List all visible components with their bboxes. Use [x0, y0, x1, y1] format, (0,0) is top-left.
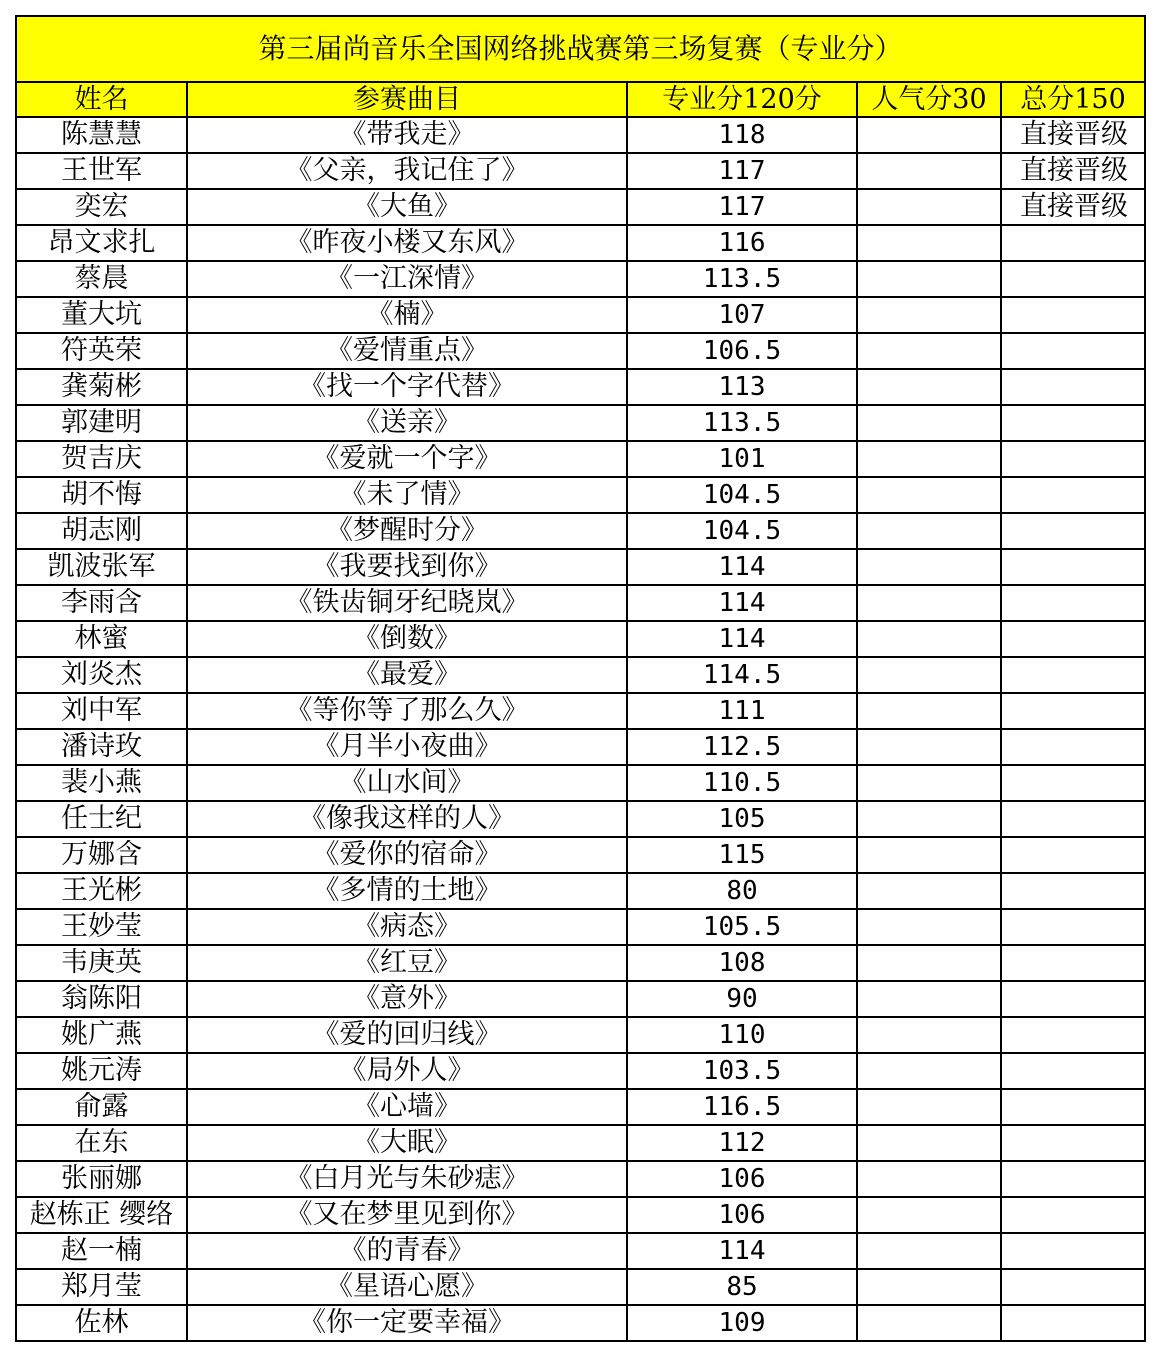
cell-total-score[interactable]	[1001, 405, 1145, 441]
cell-total-score[interactable]	[1001, 729, 1145, 765]
cell-name[interactable]: 刘中军	[16, 693, 187, 729]
cell-song[interactable]: 《爱的回归线》	[187, 1017, 627, 1053]
cell-popularity-score[interactable]	[857, 369, 1001, 405]
cell-song[interactable]: 《心墙》	[187, 1089, 627, 1125]
cell-name[interactable]: 符英荣	[16, 333, 187, 369]
cell-pro-score[interactable]: 111	[627, 693, 857, 729]
cell-name[interactable]: 王妙莹	[16, 909, 187, 945]
cell-name[interactable]: 贺吉庆	[16, 441, 187, 477]
cell-popularity-score[interactable]	[857, 765, 1001, 801]
table-row	[16, 1089, 1145, 1125]
header-song[interactable]: 参赛曲目	[187, 82, 627, 117]
cell-popularity-score[interactable]	[857, 693, 1001, 729]
cell-pro-score[interactable]: 117	[627, 189, 857, 225]
cell-pro-score[interactable]: 106.5	[627, 333, 857, 369]
cell-song[interactable]: 《月半小夜曲》	[187, 729, 627, 765]
cell-popularity-score[interactable]	[857, 837, 1001, 873]
cell-total-score[interactable]	[1001, 1233, 1145, 1269]
cell-total-score[interactable]	[1001, 477, 1145, 513]
cell-name[interactable]: 赵一楠	[16, 1233, 187, 1269]
cell-song[interactable]: 《送亲》	[187, 405, 627, 441]
cell-name[interactable]: 翁陈阳	[16, 981, 187, 1017]
table-row	[16, 549, 1145, 585]
cell-song[interactable]: 《未了情》	[187, 477, 627, 513]
table-row	[16, 513, 1145, 549]
cell-popularity-score[interactable]	[857, 981, 1001, 1017]
cell-popularity-score[interactable]	[857, 225, 1001, 261]
cell-popularity-score[interactable]	[857, 909, 1001, 945]
cell-song[interactable]: 《楠》	[187, 297, 627, 333]
cell-song[interactable]: 《倒数》	[187, 621, 627, 657]
header-total-score[interactable]: 总分150	[1001, 82, 1145, 117]
cell-name[interactable]: 凯波张军	[16, 549, 187, 585]
table-row	[16, 1017, 1145, 1053]
cell-pro-score[interactable]: 114	[627, 621, 857, 657]
cell-name[interactable]: 胡不悔	[16, 477, 187, 513]
table-row	[16, 801, 1145, 837]
cell-total-score[interactable]: 直接晋级	[1001, 153, 1145, 189]
table-row	[16, 225, 1145, 261]
cell-song[interactable]: 《大鱼》	[187, 189, 627, 225]
cell-popularity-score[interactable]	[857, 441, 1001, 477]
cell-pro-score[interactable]: 85	[627, 1269, 857, 1305]
cell-name[interactable]: 韦庚英	[16, 945, 187, 981]
header-name[interactable]: 姓名	[16, 82, 187, 117]
cell-name[interactable]: 潘诗玫	[16, 729, 187, 765]
cell-song[interactable]: 《你一定要幸福》	[187, 1305, 627, 1341]
cell-pro-score[interactable]: 107	[627, 297, 857, 333]
cell-total-score[interactable]	[1001, 333, 1145, 369]
cell-song[interactable]: 《爱情重点》	[187, 333, 627, 369]
header-pro-score[interactable]: 专业分120分	[627, 82, 857, 117]
cell-pro-score[interactable]: 104.5	[627, 513, 857, 549]
table-row	[16, 873, 1145, 909]
cell-total-score[interactable]	[1001, 1017, 1145, 1053]
table-row	[16, 441, 1145, 477]
cell-total-score[interactable]	[1001, 549, 1145, 585]
cell-popularity-score[interactable]	[857, 261, 1001, 297]
cell-name[interactable]: 王光彬	[16, 873, 187, 909]
cell-song[interactable]: 《多情的土地》	[187, 873, 627, 909]
table-row	[16, 189, 1145, 225]
cell-total-score[interactable]	[1001, 765, 1145, 801]
cell-pro-score[interactable]: 117	[627, 153, 857, 189]
cell-total-score[interactable]	[1001, 1269, 1145, 1305]
cell-total-score[interactable]	[1001, 297, 1145, 333]
cell-song[interactable]: 《我要找到你》	[187, 549, 627, 585]
cell-total-score[interactable]	[1001, 441, 1145, 477]
cell-name[interactable]: 林蜜	[16, 621, 187, 657]
table-row	[16, 945, 1145, 981]
cell-popularity-score[interactable]	[857, 585, 1001, 621]
cell-song[interactable]: 《梦醒时分》	[187, 513, 627, 549]
cell-name[interactable]: 在东	[16, 1125, 187, 1161]
cell-popularity-score[interactable]	[857, 117, 1001, 153]
table-row	[16, 1125, 1145, 1161]
cell-name[interactable]: 蔡晨	[16, 261, 187, 297]
table-row	[16, 657, 1145, 693]
cell-pro-score[interactable]: 90	[627, 981, 857, 1017]
cell-popularity-score[interactable]	[857, 153, 1001, 189]
cell-name[interactable]: 赵栋正 缨络	[16, 1197, 187, 1233]
cell-popularity-score[interactable]	[857, 1125, 1001, 1161]
table-row	[16, 1233, 1145, 1269]
header-popularity-score[interactable]: 人气分30	[857, 82, 1001, 117]
cell-pro-score[interactable]: 114.5	[627, 657, 857, 693]
cell-total-score[interactable]	[1001, 1161, 1145, 1197]
table-row	[16, 765, 1145, 801]
cell-song[interactable]: 《又在梦里见到你》	[187, 1197, 627, 1233]
table-row	[16, 1197, 1145, 1233]
cell-song[interactable]: 《大眠》	[187, 1125, 627, 1161]
cell-popularity-score[interactable]	[857, 1017, 1001, 1053]
cell-pro-score[interactable]: 116	[627, 225, 857, 261]
cell-popularity-score[interactable]	[857, 297, 1001, 333]
cell-total-score[interactable]	[1001, 657, 1145, 693]
cell-pro-score[interactable]: 116.5	[627, 1089, 857, 1125]
cell-total-score[interactable]	[1001, 909, 1145, 945]
cell-total-score[interactable]	[1001, 945, 1145, 981]
cell-name[interactable]: 裴小燕	[16, 765, 187, 801]
cell-pro-score[interactable]: 80	[627, 873, 857, 909]
table-row	[16, 297, 1145, 333]
table-row	[16, 153, 1145, 189]
cell-popularity-score[interactable]	[857, 1233, 1001, 1269]
cell-song[interactable]: 《爱你的宿命》	[187, 837, 627, 873]
cell-song[interactable]: 《像我这样的人》	[187, 801, 627, 837]
cell-name[interactable]: 奕宏	[16, 189, 187, 225]
cell-popularity-score[interactable]	[857, 801, 1001, 837]
cell-song[interactable]: 《铁齿铜牙纪晓岚》	[187, 585, 627, 621]
cell-total-score[interactable]	[1001, 585, 1145, 621]
cell-name[interactable]: 李雨含	[16, 585, 187, 621]
table-row	[16, 405, 1145, 441]
cell-pro-score[interactable]: 112.5	[627, 729, 857, 765]
table-row	[16, 585, 1145, 621]
cell-popularity-score[interactable]	[857, 405, 1001, 441]
table-row	[16, 261, 1145, 297]
cell-pro-score[interactable]: 118	[627, 117, 857, 153]
cell-pro-score[interactable]: 115	[627, 837, 857, 873]
cell-name[interactable]: 郭建明	[16, 405, 187, 441]
cell-name[interactable]: 姚元涛	[16, 1053, 187, 1089]
cell-total-score[interactable]	[1001, 1089, 1145, 1125]
table-row	[16, 693, 1145, 729]
cell-pro-score[interactable]: 101	[627, 441, 857, 477]
cell-name[interactable]: 俞露	[16, 1089, 187, 1125]
cell-total-score[interactable]	[1001, 621, 1145, 657]
cell-name[interactable]: 张丽娜	[16, 1161, 187, 1197]
cell-song[interactable]: 《病态》	[187, 909, 627, 945]
cell-pro-score[interactable]: 112	[627, 1125, 857, 1161]
cell-song[interactable]: 《局外人》	[187, 1053, 627, 1089]
cell-name[interactable]: 任士纪	[16, 801, 187, 837]
cell-pro-score[interactable]: 109	[627, 1305, 857, 1341]
cell-popularity-score[interactable]	[857, 1053, 1001, 1089]
table-row	[16, 477, 1145, 513]
score-sheet	[15, 15, 1144, 1343]
cell-pro-score[interactable]: 114	[627, 549, 857, 585]
cell-total-score[interactable]	[1001, 981, 1145, 1017]
cell-popularity-score[interactable]	[857, 477, 1001, 513]
table-row	[16, 621, 1145, 657]
cell-pro-score[interactable]: 113	[627, 369, 857, 405]
cell-pro-score[interactable]: 114	[627, 585, 857, 621]
cell-total-score[interactable]: 直接晋级	[1001, 117, 1145, 153]
cell-pro-score[interactable]: 110.5	[627, 765, 857, 801]
table-row	[16, 909, 1145, 945]
cell-song[interactable]: 《白月光与朱砂痣》	[187, 1161, 627, 1197]
cell-song[interactable]: 《等你等了那么久》	[187, 693, 627, 729]
table-row	[16, 981, 1145, 1017]
cell-total-score[interactable]	[1001, 261, 1145, 297]
header-row	[16, 82, 1145, 117]
cell-pro-score[interactable]: 110	[627, 1017, 857, 1053]
table-row	[16, 837, 1145, 873]
score-table	[15, 15, 1146, 1342]
cell-total-score[interactable]	[1001, 225, 1145, 261]
table-row	[16, 729, 1145, 765]
cell-popularity-score[interactable]	[857, 1197, 1001, 1233]
cell-name[interactable]: 郑月莹	[16, 1269, 187, 1305]
cell-name[interactable]: 刘炎杰	[16, 657, 187, 693]
cell-song[interactable]: 《一江深情》	[187, 261, 627, 297]
cell-song[interactable]: 《山水间》	[187, 765, 627, 801]
cell-pro-score[interactable]: 114	[627, 1233, 857, 1269]
cell-name[interactable]: 胡志刚	[16, 513, 187, 549]
cell-popularity-score[interactable]	[857, 333, 1001, 369]
cell-song[interactable]: 《最爱》	[187, 657, 627, 693]
cell-song[interactable]: 《昨夜小楼又东风》	[187, 225, 627, 261]
cell-popularity-score[interactable]	[857, 1161, 1001, 1197]
cell-song[interactable]: 《父亲，我记住了》	[187, 153, 627, 189]
table-row	[16, 117, 1145, 153]
cell-name[interactable]: 龚菊彬	[16, 369, 187, 405]
table-row	[16, 1305, 1145, 1341]
cell-pro-score[interactable]: 106	[627, 1197, 857, 1233]
cell-name[interactable]: 昂文求扎	[16, 225, 187, 261]
cell-song[interactable]: 《找一个字代替》	[187, 369, 627, 405]
cell-popularity-score[interactable]	[857, 1269, 1001, 1305]
cell-total-score[interactable]	[1001, 837, 1145, 873]
cell-song[interactable]: 《爱就一个字》	[187, 441, 627, 477]
cell-pro-score[interactable]: 113.5	[627, 405, 857, 441]
cell-total-score[interactable]	[1001, 1053, 1145, 1089]
cell-song[interactable]: 《红豆》	[187, 945, 627, 981]
cell-song[interactable]: 《意外》	[187, 981, 627, 1017]
cell-total-score[interactable]	[1001, 693, 1145, 729]
cell-name[interactable]: 姚广燕	[16, 1017, 187, 1053]
cell-pro-score[interactable]: 103.5	[627, 1053, 857, 1089]
cell-name[interactable]: 王世军	[16, 153, 187, 189]
cell-total-score[interactable]	[1001, 801, 1145, 837]
table-row	[16, 333, 1145, 369]
cell-name[interactable]: 陈慧慧	[16, 117, 187, 153]
sheet-title[interactable]: 第三届尚音乐全国网络挑战赛第三场复赛（专业分）	[16, 16, 1145, 82]
cell-popularity-score[interactable]	[857, 873, 1001, 909]
cell-total-score[interactable]	[1001, 873, 1145, 909]
cell-pro-score[interactable]: 113.5	[627, 261, 857, 297]
cell-popularity-score[interactable]	[857, 549, 1001, 585]
cell-total-score[interactable]	[1001, 1197, 1145, 1233]
cell-pro-score[interactable]: 104.5	[627, 477, 857, 513]
cell-pro-score[interactable]: 108	[627, 945, 857, 981]
cell-song[interactable]: 《的青春》	[187, 1233, 627, 1269]
cell-name[interactable]: 万娜含	[16, 837, 187, 873]
cell-pro-score[interactable]: 105.5	[627, 909, 857, 945]
table-row	[16, 1161, 1145, 1197]
cell-total-score[interactable]	[1001, 513, 1145, 549]
cell-name[interactable]: 佐林	[16, 1305, 187, 1341]
table-row	[16, 369, 1145, 405]
cell-total-score[interactable]	[1001, 1125, 1145, 1161]
cell-popularity-score[interactable]	[857, 729, 1001, 765]
cell-total-score[interactable]	[1001, 369, 1145, 405]
cell-popularity-score[interactable]	[857, 945, 1001, 981]
cell-pro-score[interactable]: 106	[627, 1161, 857, 1197]
cell-song[interactable]: 《带我走》	[187, 117, 627, 153]
cell-popularity-score[interactable]	[857, 657, 1001, 693]
cell-song[interactable]: 《星语心愿》	[187, 1269, 627, 1305]
table-row	[16, 1269, 1145, 1305]
cell-popularity-score[interactable]	[857, 189, 1001, 225]
cell-name[interactable]: 董大坑	[16, 297, 187, 333]
cell-total-score[interactable]: 直接晋级	[1001, 189, 1145, 225]
cell-pro-score[interactable]: 105	[627, 801, 857, 837]
table-row	[16, 1053, 1145, 1089]
cell-popularity-score[interactable]	[857, 513, 1001, 549]
title-row	[16, 16, 1145, 82]
cell-popularity-score[interactable]	[857, 1305, 1001, 1341]
cell-popularity-score[interactable]	[857, 1089, 1001, 1125]
cell-total-score[interactable]	[1001, 1305, 1145, 1341]
cell-popularity-score[interactable]	[857, 621, 1001, 657]
